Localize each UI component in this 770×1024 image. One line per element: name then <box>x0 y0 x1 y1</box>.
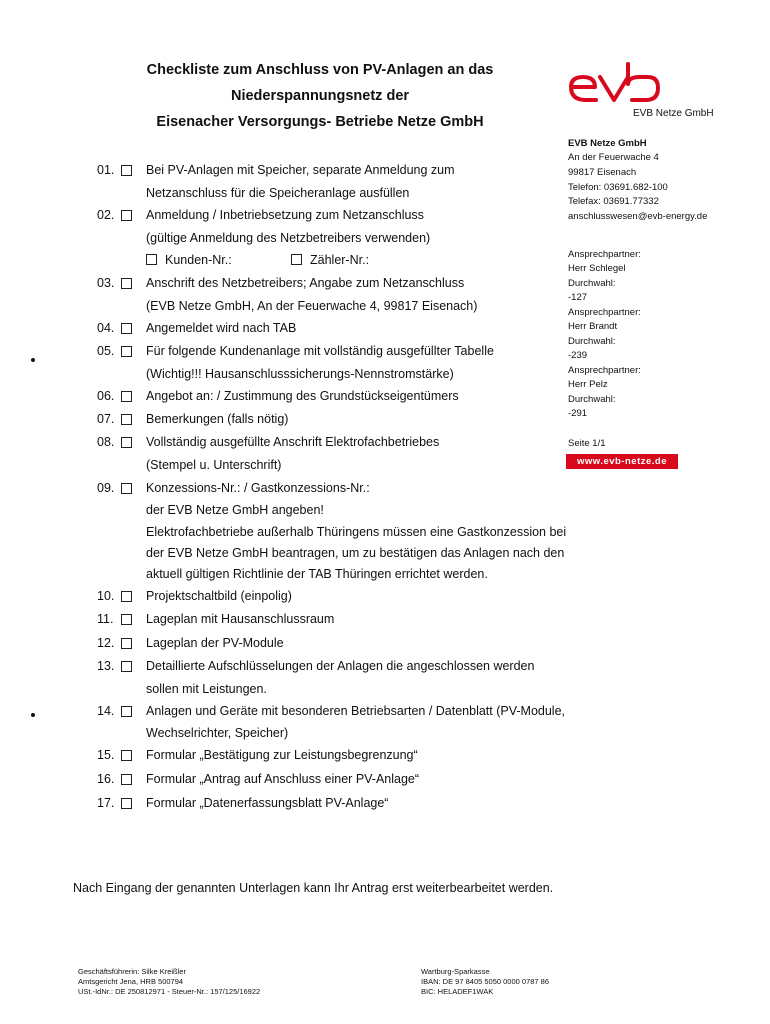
item-text: Angebot an: / Zustimmung des Grundstückseigentümers <box>146 389 459 403</box>
footer-right-line: IBAN: DE 97 8405 5050 0000 0787 86 <box>421 977 550 986</box>
item-text: (Stempel u. Unterschrift) <box>146 458 282 472</box>
closing-note: Nach Eingang der genannten Unterlagen kann Ihr Antrag erst weiterbearbeitet werden. <box>73 881 554 895</box>
footer-left-line: USt.-IdNr.: DE 250812971 - Steuer-Nr.: 157/125/16922 <box>78 987 261 996</box>
item-text: der EVB Netze GmbH beantragen, um zu bestätigen das Anlagen nach den <box>146 546 565 560</box>
checkbox-10[interactable] <box>121 591 132 602</box>
item-text: Formular „Datenerfassungsblatt PV-Anlage“ <box>146 796 389 810</box>
website-link[interactable]: www.evb-netze.de <box>566 454 678 469</box>
item-number: 11. <box>97 612 114 626</box>
item-number: 02. <box>97 208 115 222</box>
item-text: Bei PV-Anlagen mit Speicher, separate Anmeldung zum <box>146 163 455 177</box>
footer-left-line: Amtsgericht Jena, HRB 500794 <box>78 977 184 986</box>
item-text: Elektrofachbetriebe außerhalb Thüringens müssen eine Gastkonzession bei <box>146 525 567 539</box>
item-text: Projektschaltbild (einpolig) <box>146 589 292 603</box>
item-number: 12. <box>97 636 115 650</box>
item-number: 09. <box>97 481 115 495</box>
zaehler-nr-label: Zähler-Nr.: <box>310 253 370 267</box>
contact-dial: -239 <box>568 350 588 361</box>
checkbox-06[interactable] <box>121 391 132 402</box>
checkbox-12[interactable] <box>121 638 132 649</box>
item-text: Netzanschluss für die Speicheranlage ausfüllen <box>146 186 410 200</box>
item-text: Formular „Bestätigung zur Leistungsbegrenzung“ <box>146 748 418 762</box>
contact-name: Herr Brandt <box>568 321 618 332</box>
kunden-nr-label: Kunden-Nr.: <box>165 253 232 267</box>
checkbox-03[interactable] <box>121 278 132 289</box>
sidebar-email[interactable]: anschlusswesen@evb-energy.de <box>568 211 708 222</box>
item-text: aktuell gültigen Richtlinie der TAB Thüringen errichtet werden. <box>146 567 488 581</box>
contact-dial-label: Durchwahl: <box>568 278 616 289</box>
item-number: 08. <box>97 435 115 449</box>
margin-dot <box>31 713 35 717</box>
item-text: sollen mit Leistungen. <box>146 682 267 696</box>
contact-label: Ansprechpartner: <box>568 249 641 260</box>
item-number: 07. <box>97 412 115 426</box>
checkbox-09[interactable] <box>121 483 132 494</box>
margin-dot <box>31 358 35 362</box>
page-title-line-3: Eisenacher Versorgungs- Betriebe Netze GmbH <box>156 114 484 130</box>
item-text: (Wichtig!!! Hausanschlusssicherungs-Nennstromstärke) <box>146 367 454 381</box>
checkbox-17[interactable] <box>121 798 132 809</box>
item-text: (gültige Anmeldung des Netzbetreibers verwenden) <box>146 231 431 245</box>
item-number: 05. <box>97 344 115 358</box>
item-text: Bemerkungen (falls nötig) <box>146 412 289 426</box>
contact-dial-label: Durchwahl: <box>568 336 616 347</box>
item-text: Formular „Antrag auf Anschluss einer PV-Anlage“ <box>146 772 420 786</box>
contact-dial-label: Durchwahl: <box>568 394 616 405</box>
checkbox-14[interactable] <box>121 706 132 717</box>
item-number: 01. <box>97 163 115 177</box>
checkbox-01[interactable] <box>121 165 132 176</box>
item-text: Detaillierte Aufschlüsselungen der Anlagen die angeschlossen werden <box>146 659 535 673</box>
footer-right-line: BIC: HELADEF1WAK <box>421 987 494 996</box>
item-text: (EVB Netze GmbH, An der Feuerwache 4, 99817 Eisenach) <box>146 299 478 313</box>
checkbox-05[interactable] <box>121 346 132 357</box>
item-text: Anschrift des Netzbetreibers; Angabe zum Netzanschluss <box>146 276 465 290</box>
item-text: Anlagen und Geräte mit besonderen Betriebsarten / Datenblatt (PV-Module, <box>146 704 566 718</box>
item-text: Konzessions-Nr.: / Gastkonzessions-Nr.: <box>146 481 370 495</box>
item-number: 10. <box>97 589 115 603</box>
zaehler-nr-option <box>291 253 369 267</box>
page-title-line-1: Checkliste zum Anschluss von PV-Anlagen an das <box>146 62 494 78</box>
kunden-nr-option <box>146 253 232 267</box>
checkbox-kunden-nr[interactable] <box>146 254 157 265</box>
item-number: 04. <box>97 321 115 335</box>
item-text: Für folgende Kundenanlage mit vollständig ausgefüllter Tabelle <box>146 344 494 358</box>
item-text: Lageplan mit Hausanschlussraum <box>146 612 335 626</box>
item-text: Wechselrichter, Speicher) <box>146 726 289 740</box>
item-number: 06. <box>97 389 115 403</box>
checkbox-15[interactable] <box>121 750 132 761</box>
checkbox-zaehler-nr[interactable] <box>291 254 302 265</box>
sidebar-phone: Telefon: 03691.682-100 <box>568 182 668 193</box>
item-text: Lageplan der PV-Module <box>146 636 284 650</box>
contact-dial: -291 <box>568 408 588 419</box>
contact-dial: -127 <box>568 292 588 303</box>
sidebar-street: An der Feuerwache 4 <box>568 152 659 163</box>
contact-label: Ansprechpartner: <box>568 307 641 318</box>
checkbox-08[interactable] <box>121 437 132 448</box>
sidebar-city: 99817 Eisenach <box>568 167 637 178</box>
page-number: Seite 1/1 <box>568 438 606 449</box>
item-number: 14. <box>97 704 115 718</box>
checkbox-16[interactable] <box>121 774 132 785</box>
checkbox-02[interactable] <box>121 210 132 221</box>
sidebar-company: EVB Netze GmbH <box>568 138 647 149</box>
contact-name: Herr Pelz <box>568 379 608 390</box>
footer-right-line: Wartburg-Sparkasse <box>421 967 490 976</box>
item-number: 17. <box>97 796 115 810</box>
logo-company-name: EVB Netze GmbH <box>633 108 714 119</box>
item-number: 13. <box>97 659 115 673</box>
item-number: 16. <box>97 772 115 786</box>
item-text: Anmeldung / Inbetriebsetzung zum Netzanschluss <box>146 208 424 222</box>
page-title-line-2: Niederspannungsnetz der <box>230 88 410 104</box>
item-number: 15. <box>97 748 115 762</box>
footer-left-line: Geschäftsführerin: Silke Kreißler <box>78 967 186 976</box>
checkbox-07[interactable] <box>121 414 132 425</box>
item-text: Angemeldet wird nach TAB <box>146 321 297 335</box>
item-text: Vollständig ausgefüllte Anschrift Elektrofachbetriebes <box>146 435 440 449</box>
checkbox-13[interactable] <box>121 661 132 672</box>
item-text: der EVB Netze GmbH angeben! <box>146 503 324 517</box>
contact-label: Ansprechpartner: <box>568 365 641 376</box>
checkbox-04[interactable] <box>121 323 132 334</box>
sidebar-fax: Telefax: 03691.77332 <box>568 196 659 207</box>
checkbox-11[interactable] <box>121 614 132 625</box>
contact-name: Herr Schlegel <box>568 263 626 274</box>
item-number: 03. <box>97 276 115 290</box>
